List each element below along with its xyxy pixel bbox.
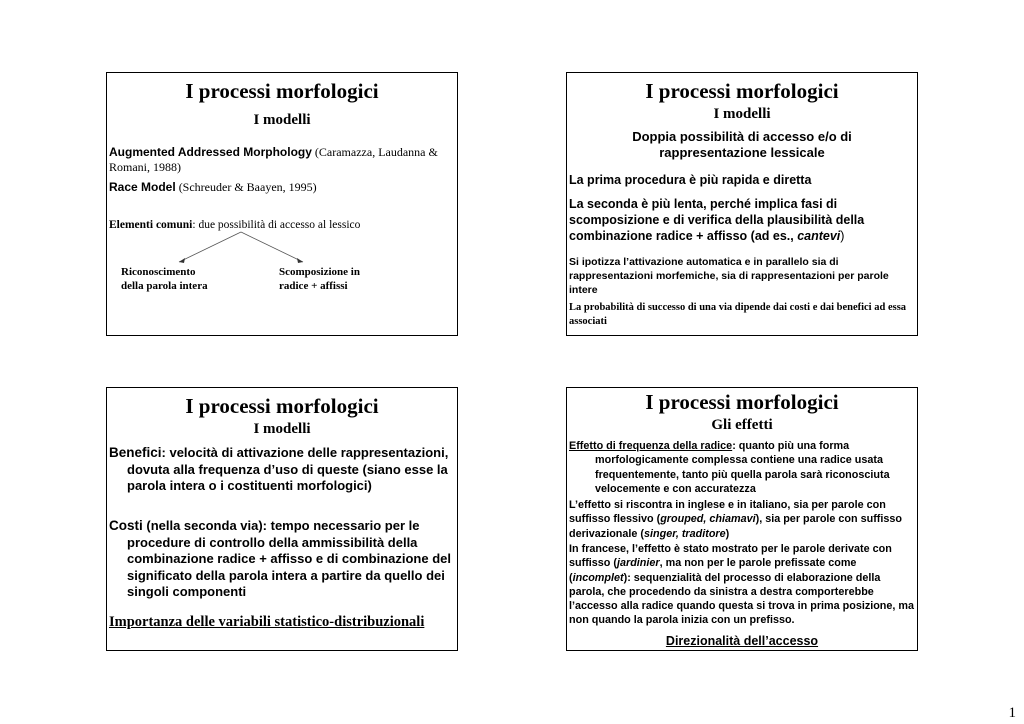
slide-subtitle: I modelli bbox=[253, 112, 311, 128]
paragraph-first-procedure: La prima procedura è più rapida e diretta bbox=[569, 173, 812, 187]
example-word: jardinier bbox=[617, 557, 660, 570]
page-number: 1 bbox=[1008, 705, 1016, 721]
paragraph-text: ) bbox=[725, 527, 730, 540]
branch-right-line1: Scomposizione in bbox=[279, 266, 360, 278]
effect-label: Effetto di frequenza della radice bbox=[569, 440, 733, 452]
slide-title: I processi morfologici bbox=[645, 79, 839, 103]
paragraph-parallel-activation: Si ipotizza l’attivazione automatica e in parallelo sia di rappresentazioni morfemiche, sia di rappresentazioni per parole intere bbox=[569, 256, 889, 296]
paragraph-french bbox=[569, 542, 917, 628]
paragraph-costi bbox=[109, 518, 458, 601]
slide-subtitle: Gli effetti bbox=[711, 417, 773, 433]
branch-left-line1: Riconoscimento bbox=[121, 266, 196, 278]
branch-right-arrowhead bbox=[297, 258, 303, 263]
example-word: incomplet bbox=[572, 571, 624, 584]
paragraph-text: ): sequenzialità del processo di elaborazione della parola, che procedendo da sinistra a destra comporterebbe l’accesso alla radice quando questa si trova in prima posizione, ma non quando la parola inizia con un prefisso. bbox=[569, 571, 915, 627]
paragraph-text: In francese, l’effetto è stato mostrato per le parole derivate con suffisso ( bbox=[569, 543, 892, 570]
paragraph-text: , ma non per le parole prefissate come ( bbox=[569, 557, 857, 584]
branch-left-line2: della parola intera bbox=[121, 280, 208, 292]
benefici-label: Benefici bbox=[109, 445, 162, 460]
section-heading bbox=[567, 129, 917, 161]
costi-text: (nella seconda via): tempo necessario per le procedure di controllo della ammissibilità della combinazione radice + affisso e di combinazione del significato della parola intera a partire da quello dei singoli componenti bbox=[127, 518, 451, 599]
example-word: cantevi bbox=[797, 229, 841, 243]
costi-label: Costi bbox=[109, 518, 143, 533]
branch-diagram bbox=[107, 73, 457, 335]
paragraph-close: ) bbox=[840, 229, 845, 243]
branch-right bbox=[279, 265, 419, 293]
example-words: grouped, chiamavi bbox=[660, 513, 756, 526]
paragraph-english-italian bbox=[569, 498, 917, 541]
branch-left bbox=[121, 265, 261, 293]
effect-text: : quanto più una forma morfologicamente complessa contiene una radice usata frequentemente, tanto più quella parola sarà riconosciuta velocemente e con accuratezza bbox=[595, 440, 890, 495]
slide-1 bbox=[106, 72, 458, 336]
slide-title: I processi morfologici bbox=[185, 394, 379, 418]
importance-statement: Importanza delle variabili statistico-distribuzionali bbox=[109, 614, 425, 630]
slide-title: I processi morfologici bbox=[185, 79, 379, 103]
slide-subtitle: I modelli bbox=[713, 106, 771, 122]
model-reference: (Schreuder & Baayen, 1995) bbox=[175, 180, 317, 194]
branch-right-line bbox=[241, 232, 303, 262]
paragraph-root-frequency-effect bbox=[569, 439, 917, 496]
slide-subtitle: I modelli bbox=[253, 421, 311, 437]
heading-line2: rappresentazione lessicale bbox=[659, 145, 825, 160]
paragraph-second-procedure bbox=[569, 196, 914, 244]
branch-left-arrowhead bbox=[179, 258, 185, 263]
paragraph-probability: La probabilità di successo di una via dipende dai costi e dai benefici ad essa associati bbox=[569, 302, 907, 327]
paragraph-benefici bbox=[109, 445, 458, 495]
paragraph-text: La seconda è più lenta, perché implica fasi di scomposizione e di verifica della plausibilità della combinazione radice + affisso (ad es., bbox=[569, 197, 865, 243]
example-words: singer, traditore bbox=[644, 527, 726, 540]
paragraph-text: L’effetto si riscontra in inglese e in italiano, sia per parole con suffisso flessivo ( bbox=[569, 499, 886, 526]
slide-3 bbox=[106, 387, 458, 651]
model-name: Augmented Addressed Morphology bbox=[109, 145, 312, 159]
common-elements-label: Elementi comuni bbox=[109, 219, 193, 231]
common-elements-text: : due possibilità di accesso al lessico bbox=[192, 219, 361, 231]
slide-4 bbox=[566, 387, 918, 651]
branch-left-line bbox=[179, 232, 241, 262]
slide-2 bbox=[566, 72, 918, 336]
access-directionality: Direzionalità dell’accesso bbox=[665, 634, 819, 648]
benefici-text: : velocità di attivazione delle rappresentazioni, dovuta alla frequenza d’uso di queste (siano esse la parola intera o i costituenti morfologici) bbox=[127, 445, 449, 493]
slide-title: I processi morfologici bbox=[645, 390, 839, 414]
branch-right-line2: radice + affissi bbox=[279, 280, 348, 292]
model-reference: (Caramazza, Laudanna & Romani, 1988) bbox=[109, 145, 438, 174]
model-name: Race Model bbox=[109, 180, 176, 194]
heading-line1: Doppia possibilità di accesso e/o di bbox=[632, 129, 852, 144]
paragraph-text: ), sia per parole con suffisso derivazionale ( bbox=[569, 513, 903, 540]
